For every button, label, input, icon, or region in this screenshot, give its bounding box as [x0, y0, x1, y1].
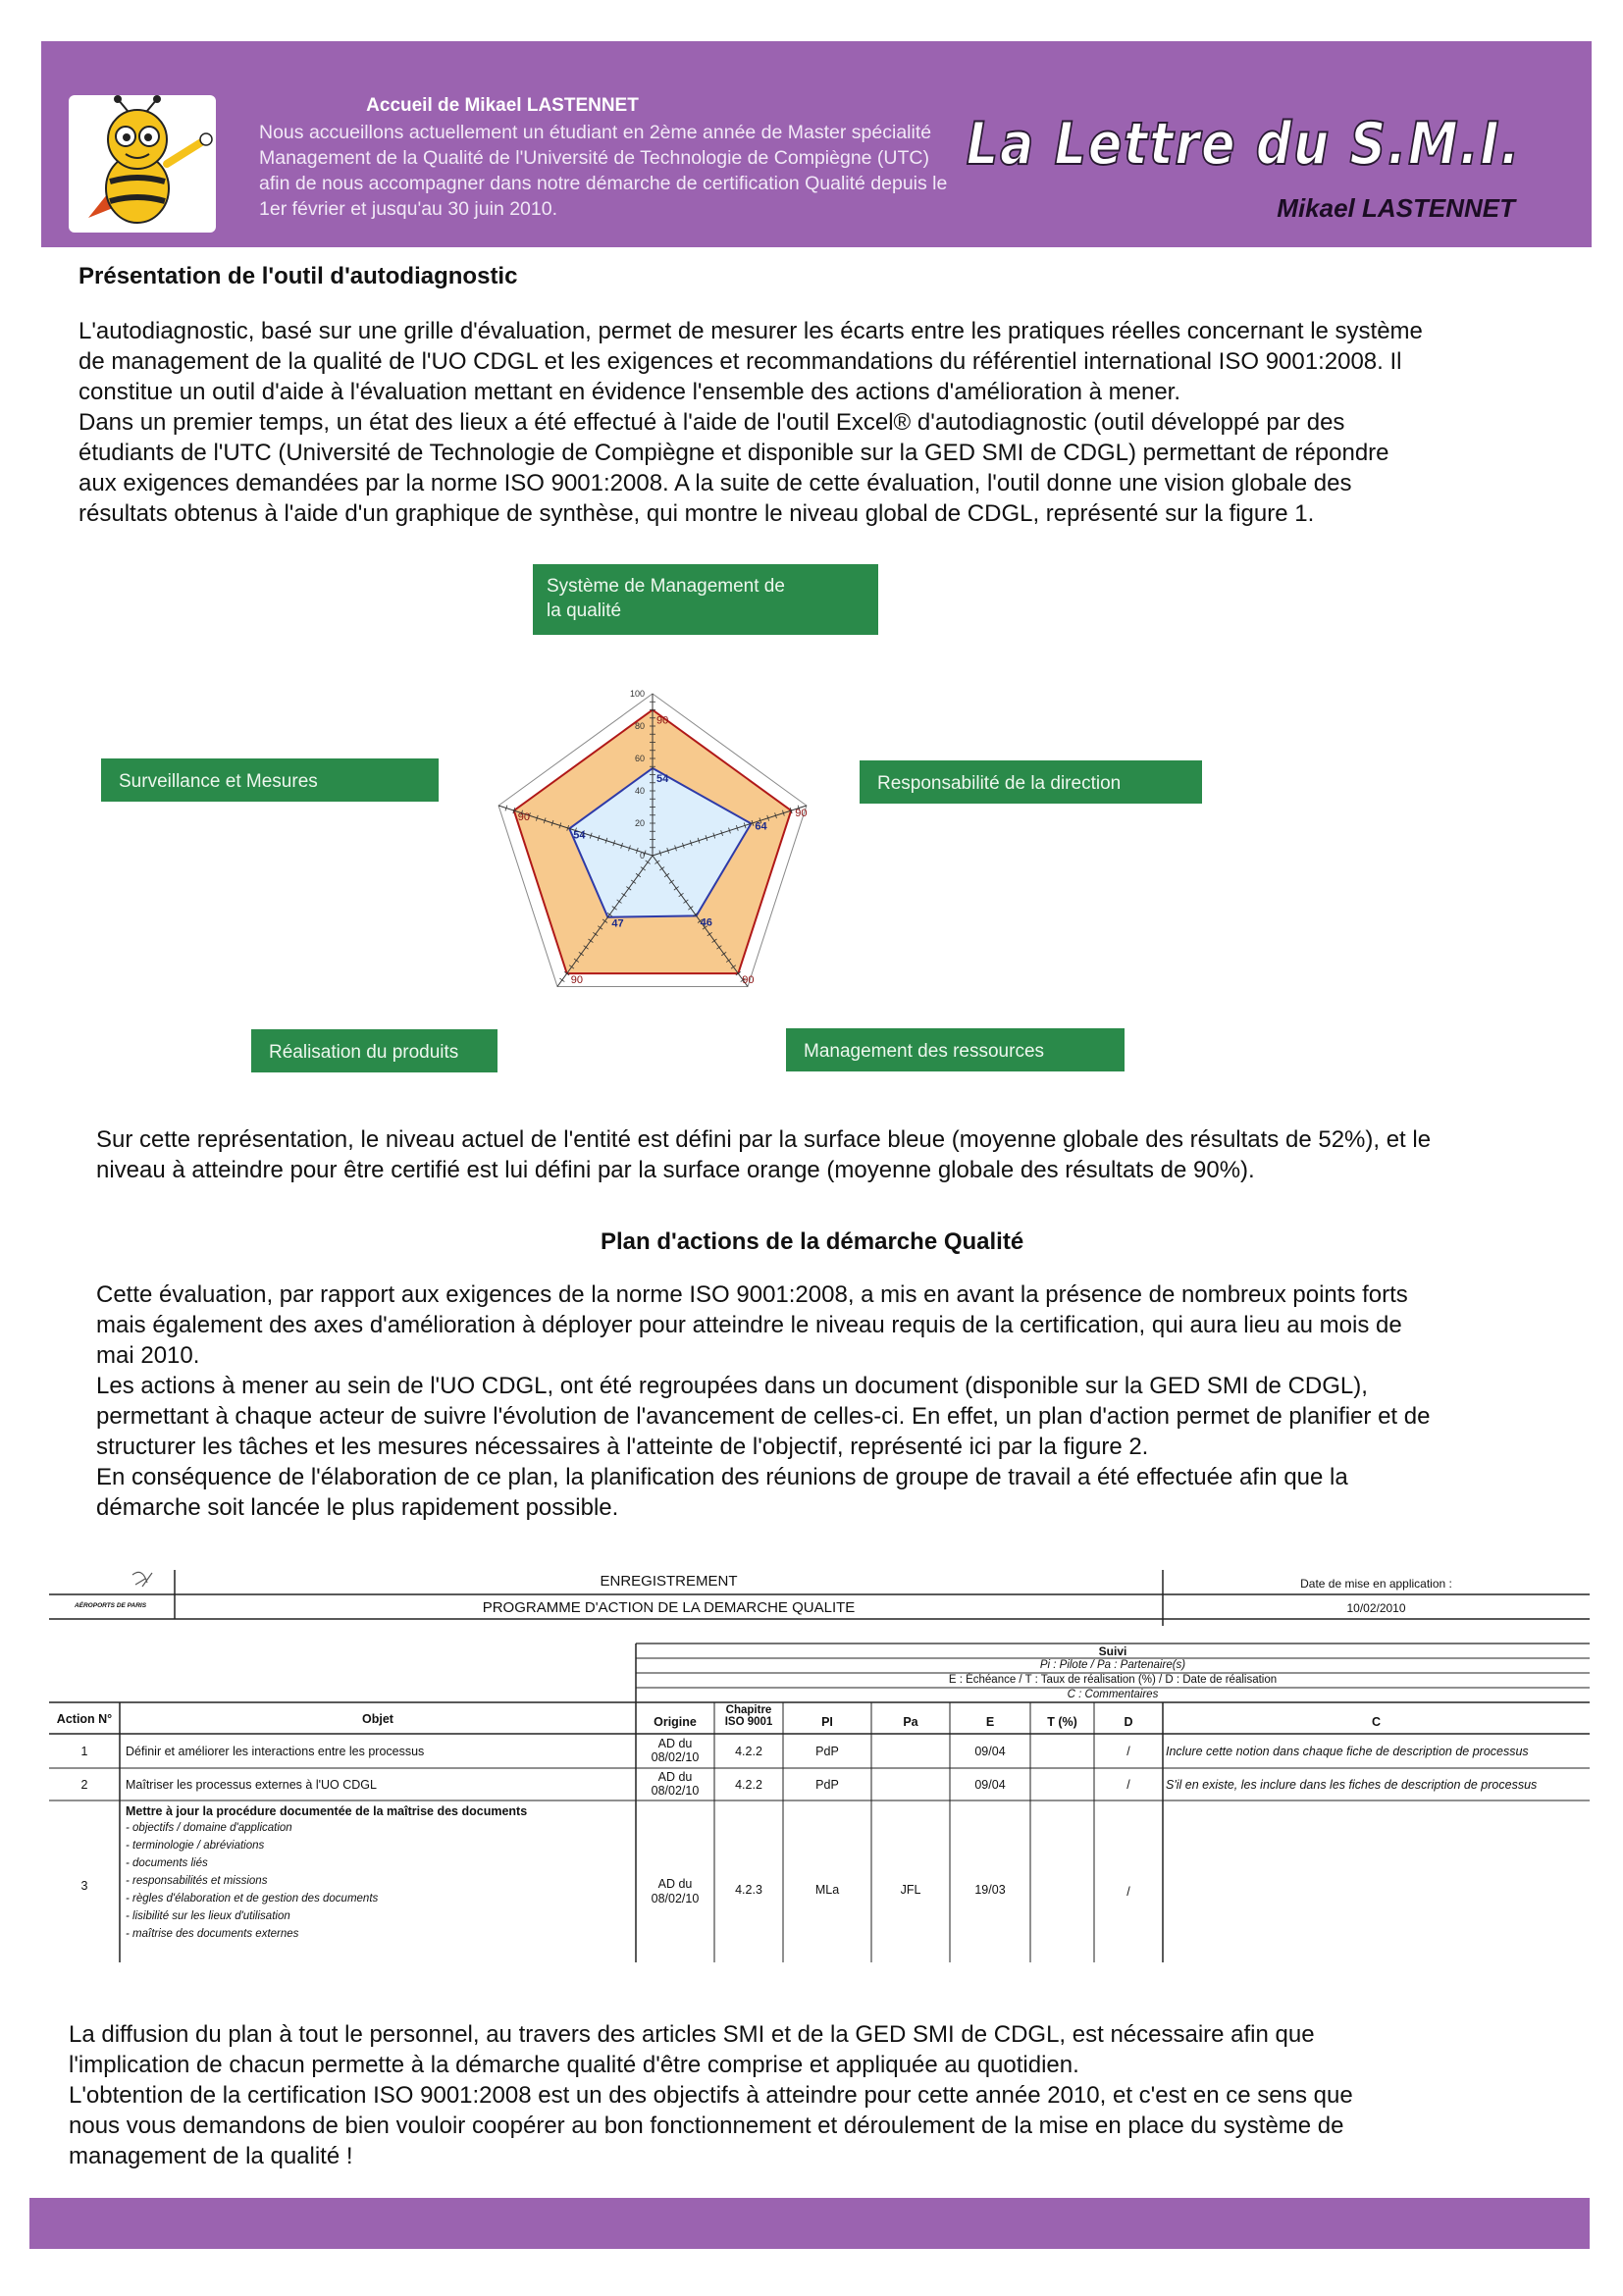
chart-explanation [96, 1124, 1607, 1185]
col-header-objet: Objet [362, 1712, 393, 1726]
category-label: Management des ressources [804, 1041, 1045, 1062]
record-type: ENREGISTREMENT [600, 1573, 738, 1590]
legend-pilote: Pi : Pilote / Pa : Partenaire(s) [1039, 1659, 1186, 1671]
text-line: résultats obtenus à l'aide d'un graphique de synthèse, qui montre le niveau global de CDGL, représenté sur la figure 1. [79, 500, 1315, 527]
welcome-line: 1er février et jusqu'au 30 juin 2010. [259, 198, 558, 220]
text-line: nous vous demandons de bien vouloir coopérer au bon fonctionnement et déroulement de la mise en place du système de [69, 2113, 1344, 2139]
row3-e: 19/03 [974, 1883, 1006, 1897]
category-label: Réalisation du produits [269, 1042, 459, 1063]
data-value-label: 90 [517, 811, 531, 824]
text-line: constitue un outil d'aide à l'évaluation mettant en évidence l'ensemble des actions d'amélioration à mener. [79, 379, 1181, 405]
axis-tick-label: 100 [629, 689, 645, 699]
intro-paragraph [79, 316, 1590, 529]
axis-tick-label: 0 [639, 851, 645, 861]
conclusion-paragraph [69, 2019, 1599, 2171]
axis-tick-label: 40 [634, 786, 645, 796]
row2-d: / [1126, 1778, 1130, 1792]
text-line: L'autodiagnostic, basé sur une grille d'évaluation, permet de mesurer les écarts entre les pratiques réelles concernant le système [79, 318, 1423, 344]
col-header-pi: PI [821, 1715, 833, 1729]
newsletter-title: La Lettre du S.M.I. [966, 110, 1521, 179]
category-label-box [533, 564, 878, 635]
category-label: Système de Management de [547, 576, 785, 597]
section-title-plan: Plan d'actions de la démarche Qualité [601, 1228, 1024, 1255]
data-value-label: 64 [755, 820, 767, 833]
data-value-label: 90 [742, 974, 755, 987]
text-line: de management de la qualité de l'UO CDGL et les exigences et recommandations du référentiel international ISO 9001:2008. Il [79, 348, 1402, 375]
data-value-label: 47 [611, 917, 624, 930]
row1-e: 09/04 [974, 1745, 1006, 1758]
row2-number: 2 [80, 1778, 88, 1792]
category-label: la qualité [547, 600, 622, 621]
text-line: niveau à atteindre pour être certifié est lui défini par la surface orange (moyenne globale des résultats de 90%). [96, 1157, 1255, 1183]
row3-pa: JFL [900, 1883, 921, 1897]
row3-subitem: - objectifs / domaine d'application [126, 1822, 292, 1834]
row3-subitem: - terminologie / abréviations [126, 1840, 265, 1852]
data-value-label: 90 [570, 974, 583, 987]
row3-subitem: - documents liés [126, 1857, 208, 1869]
section-title-autodiagnostic: Présentation de l'outil d'autodiagnostic [79, 263, 518, 289]
row1-pi: PdP [815, 1745, 839, 1758]
row1-comment: Inclure cette notion dans chaque fiche de description de processus [1166, 1745, 1529, 1758]
row3-subitem: - règles d'élaboration et de gestion des documents [126, 1893, 379, 1905]
text-line: Sur cette représentation, le niveau actuel de l'entité est défini par la surface bleue (moyenne globale des résultats de 52%), et le [96, 1126, 1432, 1153]
radar-chart [93, 564, 1212, 1079]
adp-logo-text: AÉROPORTS DE PARIS [74, 1602, 147, 1609]
row3-pi: MLa [814, 1883, 840, 1897]
welcome-line: Management de la Qualité de l'Université de Technologie de Compiègne (UTC) [259, 147, 929, 169]
text-line: Cette évaluation, par rapport aux exigences de la norme ISO 9001:2008, a mis en avant la présence de nombreux points forts [96, 1281, 1408, 1308]
text-line: L'obtention de la certification ISO 9001:2008 est un des objectifs à atteindre pour cette année 2010, et c'est en ce sens que [69, 2082, 1353, 2109]
axis-tick-label: 80 [634, 721, 645, 731]
row3-chapitre: 4.2.3 [735, 1883, 762, 1897]
text-line: permettant à chaque acteur de suivre l'évolution de l'avancement de celles-ci. En effet, un plan d'action permet de planifier et de [96, 1403, 1431, 1430]
data-value-label: 90 [795, 808, 808, 820]
row2-comment: S'il en existe, les inclure dans les fiches de description de processus [1166, 1778, 1538, 1792]
col-header-action: Action N° [56, 1712, 113, 1726]
welcome-text [259, 120, 1044, 222]
row1-objet: Définir et améliorer les interactions entre les processus [126, 1745, 425, 1758]
action-plan-record [49, 1565, 1590, 1967]
category-label: Surveillance et Mesures [119, 771, 318, 792]
plan-paragraph [96, 1279, 1607, 1523]
col-header-origine: Origine [654, 1715, 697, 1729]
row3-subitem: - responsabilités et missions [126, 1875, 268, 1887]
text-line: mai 2010. [96, 1342, 200, 1369]
text-line: En conséquence de l'élaboration de ce plan, la planification des réunions de groupe de travail a été effectuée afin que la [96, 1464, 1348, 1490]
welcome-title: Accueil de Mikael LASTENNET [366, 95, 639, 116]
col-header-d: D [1124, 1715, 1133, 1729]
bee-mascot-icon [69, 95, 216, 233]
data-value-label: 46 [700, 916, 712, 929]
date-label: Date de mise en application : [1300, 1577, 1452, 1591]
col-header-e: E [985, 1715, 995, 1729]
row1-number: 1 [80, 1745, 88, 1758]
text-line: management de la qualité ! [69, 2143, 353, 2169]
row3-subitem: - maîtrise des documents externes [126, 1928, 299, 1940]
data-value-label: 54 [573, 829, 586, 842]
row2-e: 09/04 [974, 1778, 1006, 1792]
text-line: La diffusion du plan à tout le personnel, au travers des articles SMI et de la GED SMI de CDGL, est nécessaire afin que [69, 2021, 1315, 2048]
row1-d: / [1126, 1745, 1130, 1758]
col-header-c: C [1371, 1715, 1382, 1729]
col-header-chapitre: Chapitre ISO 9001 [724, 1704, 773, 1728]
row1-chapitre: 4.2.2 [735, 1745, 762, 1758]
text-line: aux exigences demandées par la norme ISO 9001:2008. A la suite de cette évaluation, l'outil donne une vision globale des [79, 470, 1352, 496]
welcome-line: afin de nous accompagner dans notre démarche de certification Qualité depuis le [259, 173, 948, 194]
footer-banner [29, 2198, 1590, 2249]
row3-subitem: - lisibilité sur les lieux d'utilisation [126, 1910, 290, 1922]
text-line: l'implication de chacun permette à la démarche qualité d'être comprise et appliquée au quotidien. [69, 2052, 1079, 2078]
axis-tick-label: 60 [634, 754, 645, 763]
row2-origine: AD du 08/02/10 [651, 1770, 700, 1798]
data-value-label: 54 [656, 772, 669, 785]
radar-tick [559, 978, 564, 982]
row2-pi: PdP [815, 1778, 839, 1792]
newsletter-author: Mikael LASTENNET [1277, 193, 1515, 223]
text-line: structurer les tâches et les mesures nécessaires à l'atteinte de l'objectif, représenté ici par la figure 2. [96, 1434, 1149, 1460]
row3-number: 3 [80, 1879, 88, 1893]
suivi-label: Suivi [1098, 1644, 1127, 1658]
row3-origine: AD du 08/02/10 [651, 1877, 700, 1905]
legend-echeance: E : Échéance / T : Taux de réalisation (%) / D : Date de réalisation [948, 1674, 1278, 1686]
text-line: Les actions à mener au sein de l'UO CDGL, ont été regroupées dans un document (disponible sur la GED SMI de CDGL), [96, 1373, 1368, 1399]
row3-d: / [1126, 1885, 1130, 1899]
text-line: mais également des axes d'amélioration à déployer pour atteindre le niveau requis de la certification, qui aura lieu au mois de [96, 1312, 1402, 1338]
record-title: PROGRAMME D'ACTION DE LA DEMARCHE QUALITE [482, 1599, 856, 1616]
axis-tick-label: 20 [634, 818, 645, 828]
welcome-line: Nous accueillons actuellement un étudiant en 2ème année de Master spécialité [259, 122, 932, 143]
legend-commentaires: C : Commentaires [1067, 1689, 1159, 1700]
radar-chart-svg [93, 564, 1212, 1079]
text-line: étudiants de l'UTC (Université de Technologie de Compiègne et disponible sur la GED SMI de CDGL) permettant de répondre [79, 440, 1389, 466]
category-label: Responsabilité de la direction [877, 773, 1122, 794]
row1-origine: AD du 08/02/10 [651, 1737, 700, 1764]
col-header-t: T (%) [1047, 1715, 1077, 1729]
row3-objet: Mettre à jour la procédure documentée de la maîtrise des documents [126, 1804, 528, 1818]
data-value-label: 90 [656, 714, 669, 727]
row2-objet: Maîtriser les processus externes à l'UO CDGL [126, 1778, 377, 1792]
text-line: Dans un premier temps, un état des lieux a été effectué à l'aide de l'outil Excel® d'autodiagnostic (outil développé par des [79, 409, 1345, 436]
col-header-pa: Pa [903, 1715, 918, 1729]
row2-chapitre: 4.2.2 [735, 1778, 762, 1792]
text-line: démarche soit lancée le plus rapidement possible. [96, 1494, 619, 1521]
row3-subitems [126, 1819, 631, 1943]
date-value: 10/02/2010 [1346, 1601, 1406, 1615]
header-banner [41, 41, 1592, 247]
